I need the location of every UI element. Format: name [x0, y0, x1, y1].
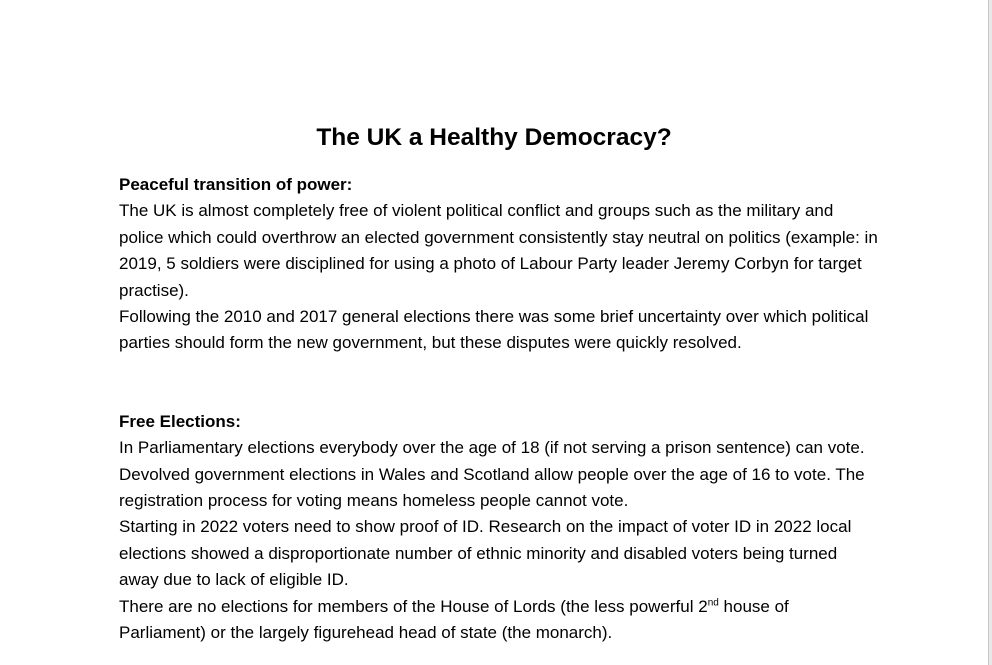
text-run: There are no elections for members of the House of Lords (the less powerful 2 [119, 596, 708, 616]
section-heading: Free Elections: [119, 411, 241, 431]
section-heading: Peaceful transition of power: [119, 175, 353, 194]
section-free-elections [119, 409, 879, 647]
text-run: house of Parliament) or the largely figurehead head of state (the monarch). [119, 596, 789, 643]
paragraph: Following the 2010 and 2017 general elections there was some brief uncertainty over which political parties should form the new government, but these disputes were quickly resolved. [119, 307, 869, 353]
paragraph: The UK is almost completely free of violent political conflict and groups such as the military and police which could overthrow an elected government consistently stay neutral on politics (example: in 2019, 5 soldiers were disciplined for using a photo of Labour Party leader Jeremy Corbyn for target practise). [119, 201, 878, 300]
paragraph: In Parliamentary elections everybody over the age of 18 (if not serving a prison sentence) can vote. Devolved government elections in Wales and Scotland allow people over the age of 16 to vote. The registration process for voting means homeless people cannot vote. [119, 438, 865, 511]
page-edge-shadow [988, 0, 992, 665]
paragraph-house-of-lords [119, 594, 879, 647]
section-peaceful-transition [119, 172, 879, 357]
paragraph: Starting in 2022 voters need to show proof of ID. Research on the impact of voter ID in 2022 local elections showed a disproportionate number of ethnic minority and disabled voters being turned away due to lack of eligible ID. [119, 517, 852, 590]
document-title: The UK a Healthy Democracy? [316, 124, 672, 151]
document-body [119, 172, 879, 647]
superscript-ordinal: nd [707, 597, 719, 609]
section-spacer [119, 357, 879, 409]
